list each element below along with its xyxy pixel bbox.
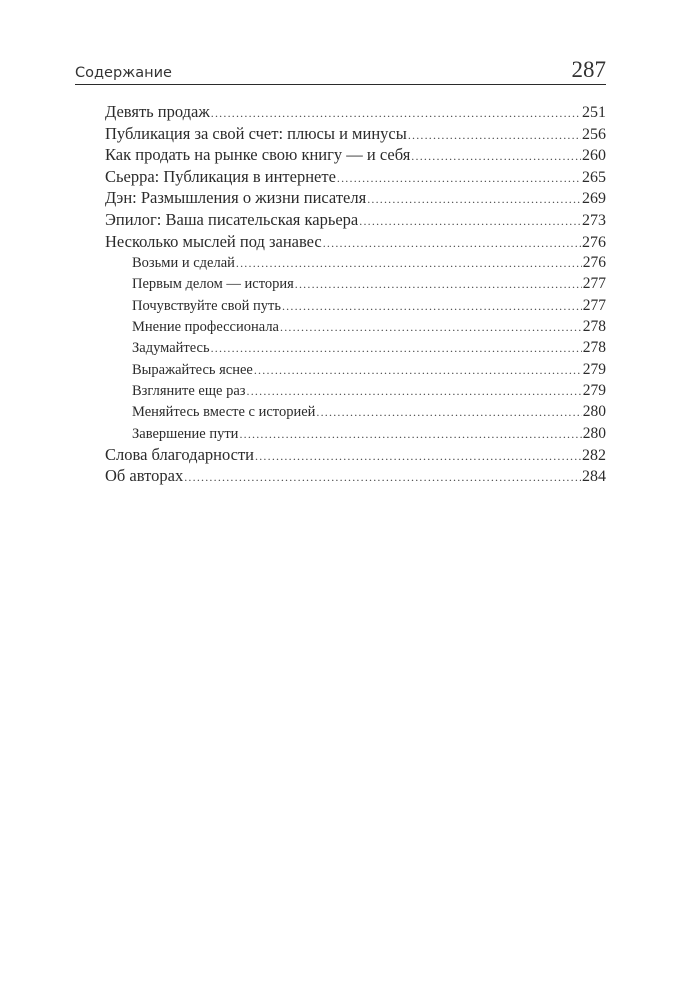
- table-of-contents: [105, 101, 606, 487]
- dot-leader: [316, 402, 581, 423]
- toc-entry-page: 269: [582, 190, 606, 208]
- toc-subentry[interactable]: [105, 316, 606, 337]
- toc-entry-title: Выражайтесь яснее: [132, 361, 253, 378]
- dot-leader: [408, 123, 581, 147]
- toc-entry[interactable]: [105, 465, 606, 487]
- dot-leader: [255, 444, 581, 468]
- toc-entry-page: 256: [582, 125, 606, 143]
- dot-leader: [280, 317, 582, 338]
- toc-subentry[interactable]: [105, 252, 606, 273]
- toc-entry-title: Публикация за свой счет: плюсы и минусы: [105, 123, 407, 143]
- toc-entry-page: 276: [582, 254, 606, 272]
- toc-entry[interactable]: [105, 166, 606, 188]
- dot-leader: [282, 296, 582, 317]
- toc-entry-title: Завершение пути: [132, 425, 239, 442]
- dot-leader: [239, 424, 581, 445]
- dot-leader: [411, 144, 581, 168]
- toc-entry-page: 273: [582, 211, 606, 229]
- dot-leader: [323, 231, 581, 255]
- toc-entry-title: Слова благодарности: [105, 444, 255, 464]
- toc-entry[interactable]: [105, 101, 606, 123]
- toc-subentry[interactable]: [105, 295, 606, 316]
- toc-subentry[interactable]: [105, 337, 606, 358]
- toc-entry-page: 284: [582, 468, 606, 486]
- toc-entry-page: 277: [582, 296, 606, 314]
- page-number: 287: [571, 57, 606, 82]
- toc-entry-page: 279: [582, 381, 606, 399]
- toc-entry[interactable]: [105, 209, 606, 231]
- toc-entry-title: Задумайтесь: [132, 340, 210, 357]
- toc-entry-page: 277: [582, 275, 606, 293]
- toc-entry-title: Несколько мыслей под занавес: [105, 231, 322, 251]
- toc-subentry[interactable]: [105, 401, 606, 422]
- toc-entry-title: Девять продаж: [105, 102, 210, 121]
- toc-entry-page: 251: [582, 104, 606, 121]
- toc-entry[interactable]: [105, 444, 606, 466]
- toc-entry-title: Как продать на рынке свою книгу — и себя: [105, 145, 411, 165]
- toc-entry[interactable]: [105, 123, 606, 145]
- toc-entry-title: Мнение профессионала: [132, 319, 279, 336]
- running-header: [75, 56, 606, 85]
- dot-leader: [247, 381, 582, 402]
- toc-entry-page: 278: [582, 318, 606, 336]
- dot-leader: [254, 360, 582, 381]
- toc-entry-page: 278: [582, 339, 606, 357]
- toc-entry-title: Взгляните еще раз: [132, 382, 246, 399]
- toc-entry-page: 279: [582, 360, 606, 378]
- dot-leader: [367, 187, 581, 211]
- toc-subentry[interactable]: [105, 423, 606, 444]
- dot-leader: [236, 253, 582, 274]
- toc-entry-title: Дэн: Размышления о жизни писателя: [105, 188, 367, 208]
- dot-leader: [211, 101, 581, 125]
- toc-entry[interactable]: [105, 187, 606, 209]
- toc-entry-title: Сьерра: Публикация в интернете: [105, 166, 336, 186]
- toc-entry[interactable]: [105, 144, 606, 166]
- dot-leader: [211, 338, 582, 359]
- toc-subentry[interactable]: [105, 359, 606, 380]
- toc-entry-page: 280: [582, 403, 606, 421]
- toc-subentry[interactable]: [105, 380, 606, 401]
- toc-entry-title: Эпилог: Ваша писательская карьера: [105, 209, 359, 229]
- toc-entry-title: Первым делом — история: [132, 276, 294, 293]
- toc-entry-page: 265: [582, 168, 606, 186]
- toc-entry-title: Об авторах: [105, 466, 184, 486]
- toc-entry-title: Меняйтесь вместе с историей: [132, 404, 316, 421]
- toc-entry-page: 280: [582, 424, 606, 442]
- dot-leader: [359, 209, 581, 233]
- toc-entry-page: 276: [582, 233, 606, 251]
- section-title: Содержание: [75, 65, 172, 81]
- dot-leader: [184, 465, 581, 489]
- toc-entry-title: Почувствуйте свой путь: [132, 297, 281, 314]
- toc-entry-page: 282: [582, 446, 606, 464]
- dot-leader: [295, 274, 582, 295]
- dot-leader: [337, 166, 581, 190]
- toc-entry-title: Возьми и сделай: [132, 255, 235, 272]
- toc-subentry[interactable]: [105, 273, 606, 294]
- toc-entry-page: 260: [582, 147, 606, 165]
- toc-entry[interactable]: [105, 231, 606, 253]
